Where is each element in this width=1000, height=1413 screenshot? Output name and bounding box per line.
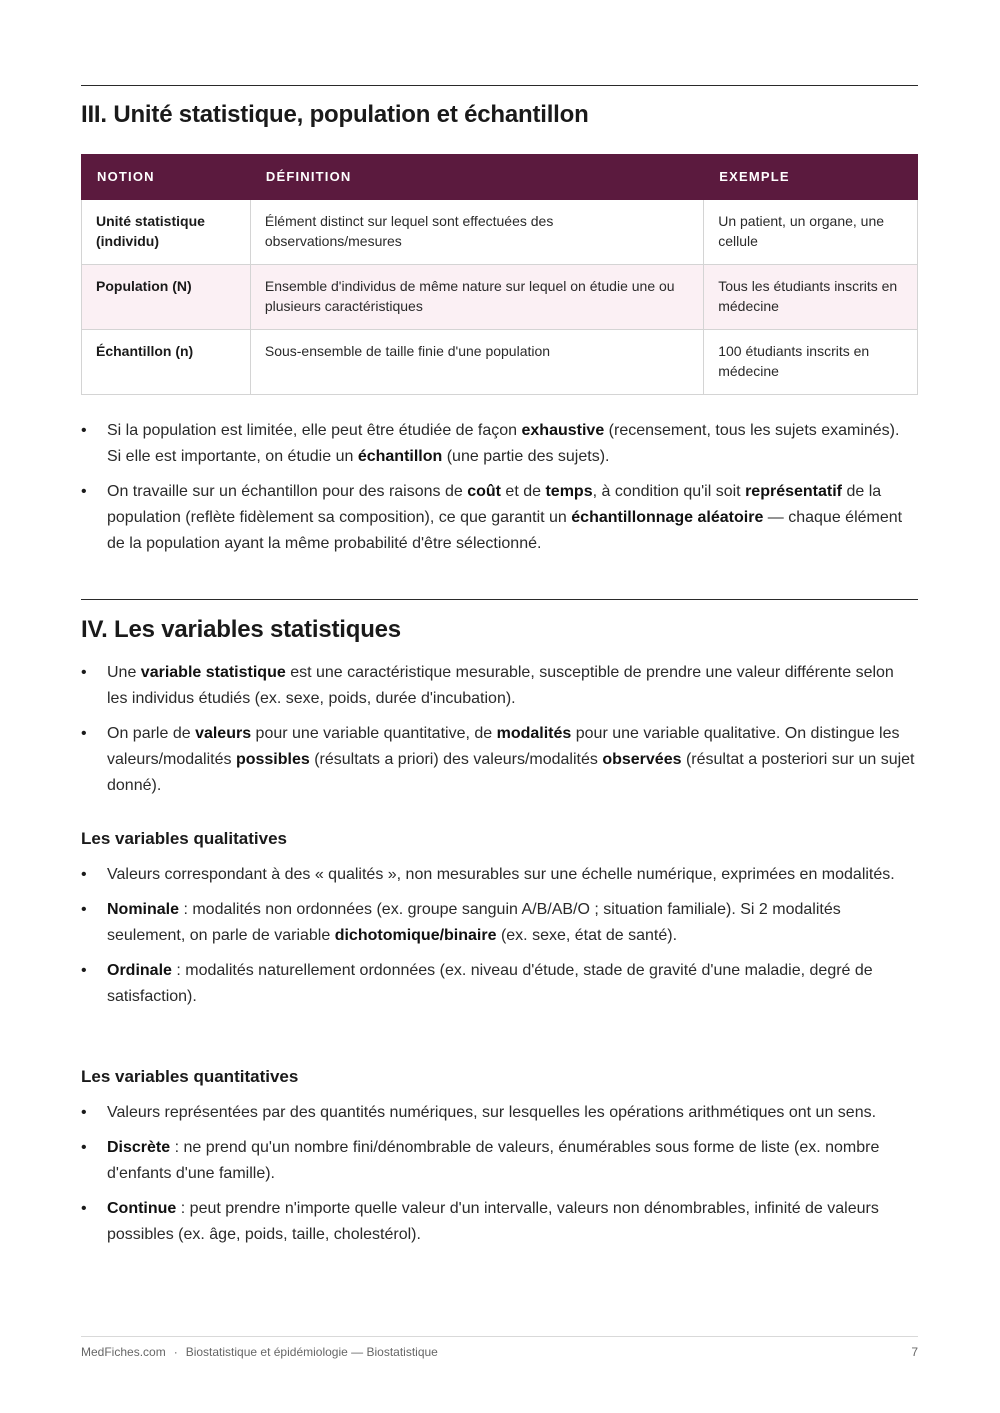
bullet-dot-icon: • — [81, 664, 87, 681]
bullet-text: (recensement, tous les sujets examinés). Si elle est importante, on étudie un — [107, 422, 900, 465]
table-row — [82, 200, 918, 265]
bullet-text: (ex. sexe, état de santé). — [496, 927, 678, 944]
bullet-text: et de — [500, 483, 546, 500]
table-cell-notion: Unité statistique (individu) — [82, 200, 251, 265]
bullet-text: On parle de — [107, 725, 196, 742]
section-divider — [81, 599, 918, 600]
bullet-item — [81, 1100, 918, 1126]
bullet-emphasis: dichotomique/binaire — [334, 927, 497, 944]
bullet-emphasis: variable statistique — [140, 664, 286, 681]
bullet-dot-icon: • — [81, 725, 87, 742]
table-header-example: EXEMPLE — [704, 155, 918, 200]
bullet-text: : modalités naturellement ordonnées (ex. niveau d'étude, stade de gravité d'une maladie, degré de satisfaction). — [107, 962, 873, 1005]
bullet-text: Une — [107, 664, 141, 681]
bullet-dot-icon: • — [81, 901, 87, 918]
table-cell-example: Un patient, un organe, une cellule — [704, 200, 918, 265]
bullet-item — [81, 897, 918, 949]
bullet-item — [81, 1135, 918, 1187]
bullet-text: pour une variable qualitative. On distingue les valeurs/modalités — [107, 725, 900, 768]
bullet-text: Valeurs correspondant à des « qualités », non mesurables sur une échelle numérique, exprimées en modalités. — [107, 866, 895, 883]
bullet-dot-icon: • — [81, 1139, 87, 1156]
bullet-item — [81, 660, 918, 712]
bullet-text: Si la population est limitée, elle peut être étudiée de façon — [107, 422, 522, 439]
bullet-item — [81, 418, 918, 470]
bullet-emphasis: observées — [602, 751, 682, 768]
bullet-text: pour une variable quantitative, de — [251, 725, 497, 742]
bullet-text: (résultat a posteriori sur un sujet donné). — [107, 751, 915, 794]
section-3-bullets — [81, 418, 918, 566]
bullet-text: est une caractéristique mesurable, susceptible de prendre une valeur différente selon les individus étudiés (ex. sexe, poids, durée d'incubation). — [107, 664, 894, 707]
bullet-emphasis: échantillon — [357, 448, 443, 465]
table-header-row — [82, 155, 918, 200]
bullet-emphasis: modalités — [496, 725, 572, 742]
bullet-text: On travaille sur un échantillon pour des raisons de — [107, 483, 468, 500]
table-row — [82, 330, 918, 395]
page-footer — [81, 1336, 918, 1359]
bullet-emphasis: valeurs — [195, 725, 252, 742]
table-cell-example: Tous les étudiants inscrits en médecine — [704, 265, 918, 330]
table-cell-definition: Sous-ensemble de taille finie d'une population — [250, 330, 703, 395]
qualitative-subtitle: Les variables qualitatives — [81, 829, 287, 848]
bullet-item — [81, 721, 918, 799]
footer-site: MedFiches.com — [81, 1345, 166, 1359]
page-number: 7 — [911, 1345, 918, 1359]
bullet-emphasis: représentatif — [745, 483, 842, 500]
bullet-emphasis: échantillonnage aléatoire — [571, 509, 764, 526]
bullet-text: , à condition qu'il soit — [592, 483, 746, 500]
bullet-emphasis: temps — [545, 483, 593, 500]
bullet-text: — chaque élément de la population ayant la même probabilité d'être sélectionné. — [107, 509, 903, 552]
bullet-item — [81, 479, 918, 557]
section-4-bullets — [81, 660, 918, 808]
table-header-notion: NOTION — [82, 155, 251, 200]
bullet-dot-icon: • — [81, 483, 87, 500]
quantitative-bullets — [81, 1100, 918, 1257]
section-3-title: III. Unité statistique, population et échantillon — [81, 101, 589, 128]
document-page — [81, 0, 918, 1413]
bullet-text: (résultats a priori) des valeurs/modalités — [309, 751, 603, 768]
footer-course: Biostatistique et épidémiologie — Biostatistique — [185, 1345, 438, 1359]
bullet-text: (une partie des sujets). — [442, 448, 610, 465]
bullet-item — [81, 862, 918, 888]
bullet-dot-icon: • — [81, 866, 87, 883]
bullet-item — [81, 1196, 918, 1248]
bullet-dot-icon: • — [81, 962, 87, 979]
bullet-emphasis: coût — [467, 483, 501, 500]
quantitative-subtitle: Les variables quantitatives — [81, 1067, 299, 1086]
bullet-text: : peut prendre n'importe quelle valeur d'un intervalle, valeurs non dénombrables, infinité de valeurs possibles (ex. âge, poids, taille, cholestérol). — [107, 1200, 879, 1243]
bullet-emphasis: possibles — [235, 751, 310, 768]
bullet-text: : ne prend qu'un nombre fini/dénombrable de valeurs, énumérables sous forme de liste (ex. nombre d'enfants d'une famille). — [107, 1139, 880, 1182]
bullet-dot-icon: • — [81, 1104, 87, 1121]
footer-separator: · — [173, 1345, 178, 1359]
table-row — [82, 265, 918, 330]
table-header-definition: DÉFINITION — [250, 155, 703, 200]
table-cell-notion: Population (N) — [82, 265, 251, 330]
section-divider — [81, 85, 918, 86]
table-cell-notion: Échantillon (n) — [82, 330, 251, 395]
section-4-title: IV. Les variables statistiques — [81, 616, 401, 643]
qualitative-bullets — [81, 862, 918, 1019]
bullet-text: Valeurs représentées par des quantités numériques, sur lesquelles les opérations arithmétiques ont un sens. — [107, 1104, 877, 1121]
bullet-emphasis: Discrète — [107, 1139, 171, 1156]
definitions-table — [81, 154, 918, 395]
bullet-dot-icon: • — [81, 422, 87, 439]
table-cell-definition: Élément distinct sur lequel sont effectuées des observations/mesures — [250, 200, 703, 265]
table-cell-example: 100 étudiants inscrits en médecine — [704, 330, 918, 395]
bullet-text: de la population (reflète fidèlement sa composition), ce que garantit un — [107, 483, 882, 526]
table-cell-definition: Ensemble d'individus de même nature sur lequel on étudie une ou plusieurs caractéristiques — [250, 265, 703, 330]
bullet-text: : modalités non ordonnées (ex. groupe sanguin A/B/AB/O ; situation familiale). Si 2 modalités seulement, on parle de variable — [107, 901, 841, 944]
bullet-emphasis: Nominale — [107, 901, 180, 918]
bullet-emphasis: exhaustive — [521, 422, 605, 439]
bullet-dot-icon: • — [81, 1200, 87, 1217]
bullet-emphasis: Ordinale — [107, 962, 172, 979]
bullet-item — [81, 958, 918, 1010]
bullet-emphasis: Continue — [107, 1200, 177, 1217]
